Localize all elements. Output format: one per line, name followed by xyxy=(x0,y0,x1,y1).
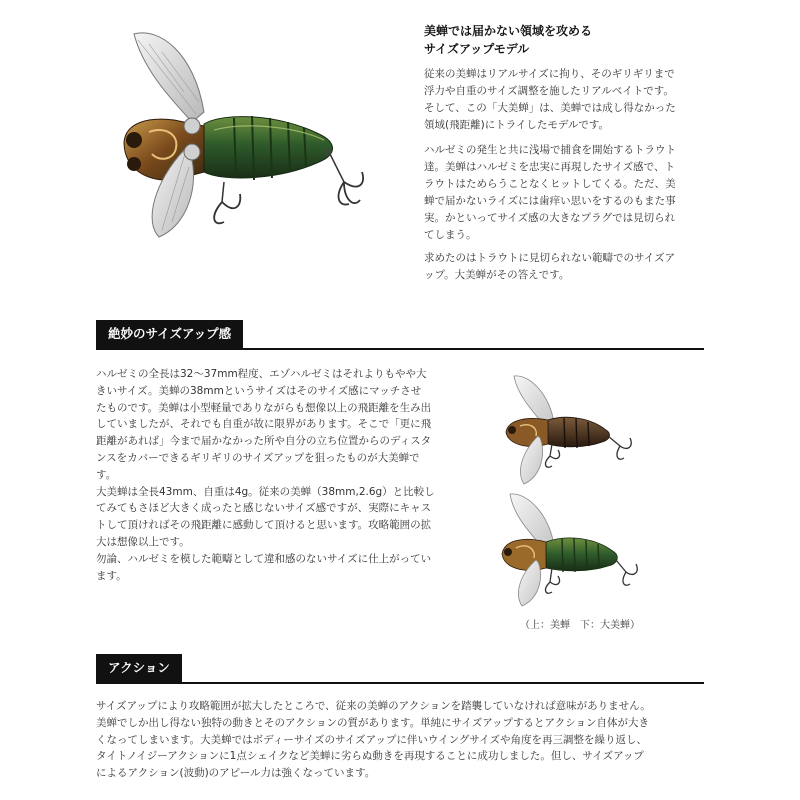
text-line: によるアクション(波動)のアピール力は強くなっています。 xyxy=(96,767,376,780)
section2-body xyxy=(96,698,706,782)
section-header-action xyxy=(96,652,704,684)
text-line: す。 xyxy=(96,468,117,481)
hero-paragraph-1 xyxy=(424,66,700,134)
lure-bisemi-image xyxy=(496,372,646,487)
text-line: 大は想像以上です。 xyxy=(96,535,190,548)
text-line: 実。かといってサイズ感の大きなプラグでは見切られ xyxy=(424,212,676,224)
text-line: てみてもさほど大きく成ったと感じないサイズ感ですが、実際にキャス xyxy=(96,502,432,515)
text-line: ンスをカバーできるギリギリのサイズアップを狙ったものが大美蝉で xyxy=(96,451,420,464)
text-line: きいサイズ。美蝉の38mmというサイズはそのサイズ感にマッチさせ xyxy=(96,384,422,397)
hero-title-line: サイズアップモデル xyxy=(424,42,530,56)
text-line: くなってしまいます。大美蝉ではボディーサイズのサイズアップに伴いウイングサイズや角度を再三調整を繰り返し、 xyxy=(96,733,648,746)
text-line: 美蝉でしか出し得ない独特の動きとそのアクションの質があります。単純にサイズアップするとアクション自体が大き xyxy=(96,716,650,729)
text-line: 領域(飛距離)にトライしたモデルです。 xyxy=(424,119,610,131)
text-line: てしまう。 xyxy=(424,229,477,241)
section-label: 絶妙のサイズアップ感 xyxy=(96,320,243,348)
text-line: たものです。美蝉は小型軽量でありながらも想像以上の飛距離を生み出 xyxy=(96,401,432,414)
text-line: そして、この「大美蝉」は、美蝉では成し得なかった xyxy=(424,102,676,114)
text-line: 達。美蝉はハルゼミを忠実に再現したサイズ感で、ト xyxy=(424,161,675,173)
text-line: サイズアップにより攻略範囲が拡大したところで、従来の美蝉のアクションを踏襲していなければ意味がありません。 xyxy=(96,700,651,712)
text-line: トして頂ければその飛距離に感動して頂けると思います。攻略範囲の拡 xyxy=(96,519,432,532)
text-line: ップ。大美蝉がその答えです。 xyxy=(424,269,570,281)
text-line: 大美蝉は全長43mm、自重は4g。従来の美蝉（38mm,2.6g）と比較し xyxy=(96,485,435,498)
section1-body xyxy=(96,366,466,584)
text-line: ラウトはためらうことなくヒットしてくる。ただ、美 xyxy=(424,178,676,190)
image-caption: （上：美蝉 下：大美蝉） xyxy=(520,620,640,631)
text-line: 勿論、ハルゼミを模した範疇として違和感のないサイズに仕上がってい xyxy=(96,552,432,565)
section-header-size-up xyxy=(96,318,704,350)
text-line: 従来の美蝉はリアルサイズに拘り、そのギリギリまで xyxy=(424,68,675,80)
text-line: 浮力や自重のサイズ調整を施したリアルベイトです。 xyxy=(424,85,674,97)
hero-paragraph-2 xyxy=(424,142,700,244)
text-line: していましたが、それでも自重が故に限界があります。そこで「更に飛 xyxy=(96,418,432,431)
lure-daibisemi-image xyxy=(496,492,646,607)
text-line: 蝉で届かないライズには歯痒い思いをするのもまた事 xyxy=(424,195,676,207)
lure-hero-image xyxy=(104,22,394,247)
hero-title xyxy=(424,22,724,58)
hero-title-line: 美蝉では届かない領域を攻める xyxy=(424,24,593,38)
hero-paragraph-3 xyxy=(424,250,700,284)
text-line: 距離があれば」今まで届かなかった所や自分の立ち位置からのディスタ xyxy=(96,435,432,448)
text-line: 求めたのはトラウトに見切られない範疇でのサイズア xyxy=(424,252,676,264)
text-line: ハルゼミの全長は32～37mm程度、エゾハルゼミはそれよりもやや大 xyxy=(96,368,427,380)
text-line: ハルゼミの発生と共に浅場で捕食を開始するトラウト xyxy=(424,144,676,156)
section-label: アクション xyxy=(96,654,182,682)
text-line: ます。 xyxy=(96,569,127,582)
text-line: タイトノイジーアクションに1点シェイクなど美蝉に劣らぬ動きを再現することに成功しました。但し、サイズアップ xyxy=(96,750,644,763)
